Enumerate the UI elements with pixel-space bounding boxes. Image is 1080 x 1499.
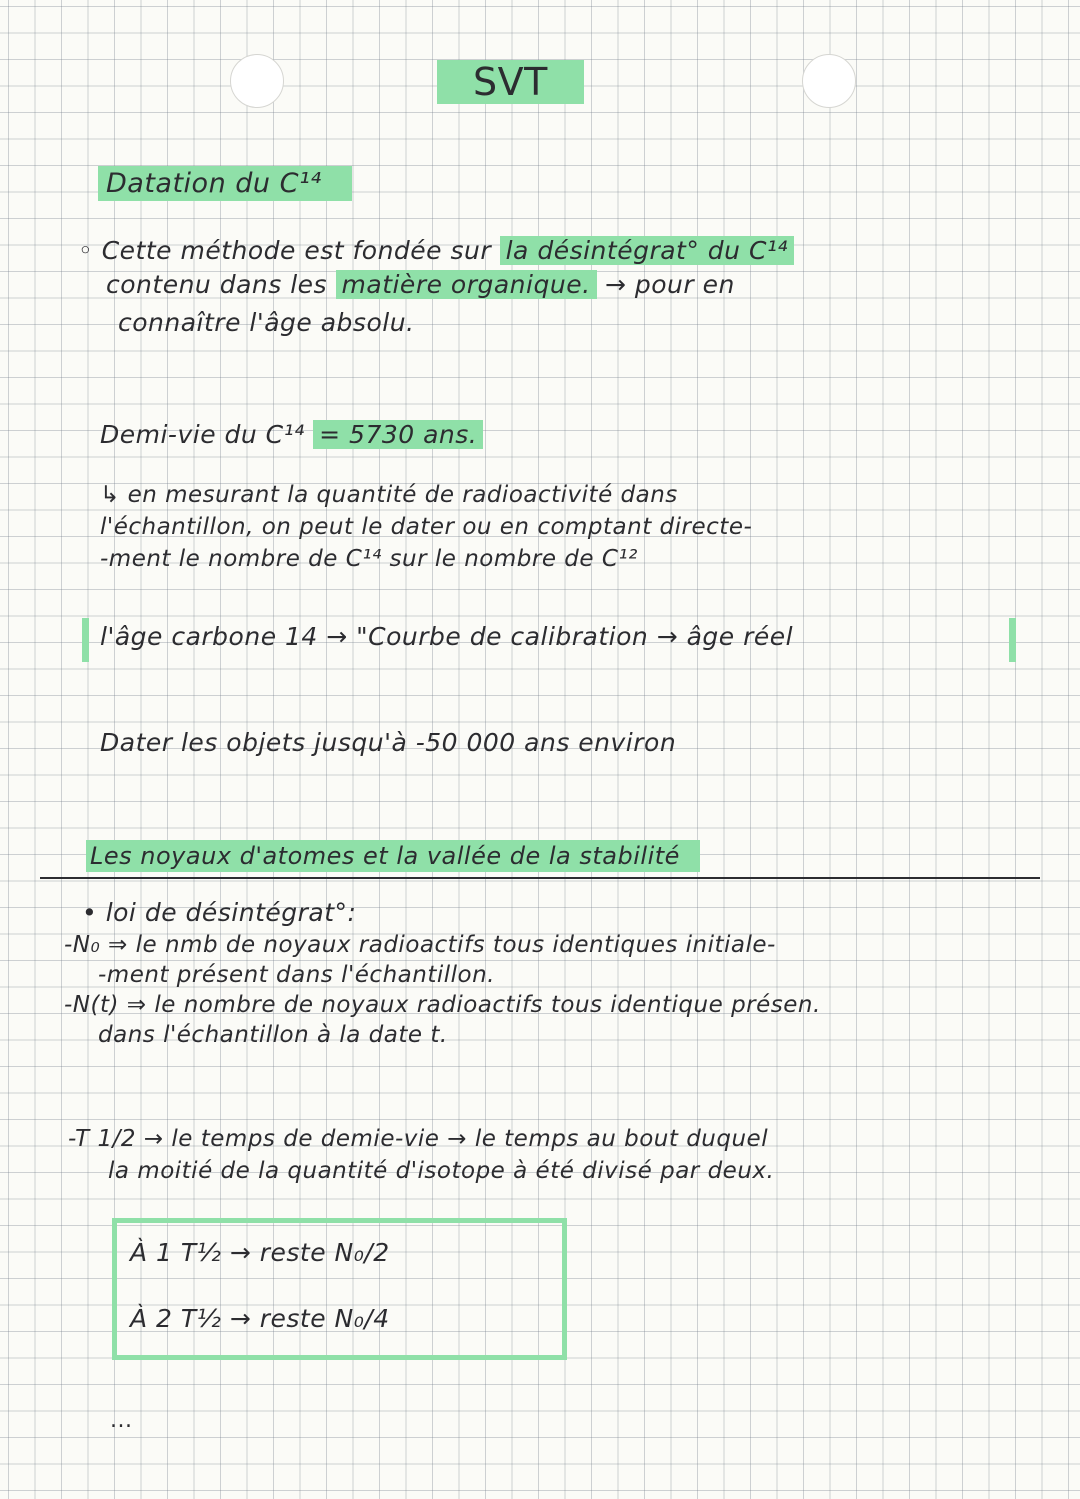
binder-hole-left bbox=[230, 54, 284, 108]
intro-line-3: connaître l'âge absolu. bbox=[118, 308, 415, 337]
continuation-dots: ... bbox=[110, 1408, 133, 1433]
page-title: SVT bbox=[437, 60, 584, 104]
heading-underline bbox=[40, 877, 1040, 879]
measure-line-2: l'échantillon, on peut le dater ou en comptant directe- bbox=[100, 514, 753, 540]
box-line-1: À 1 T½ → reste N₀/2 bbox=[130, 1238, 390, 1267]
n0-line-1: -N₀ ⇒ le nmb de noyaux radioactifs tous identiques initiale- bbox=[64, 932, 776, 958]
half-life-def-line-2: la moitié de la quantité d'isotope à été divisé par deux. bbox=[108, 1158, 775, 1184]
nt-line-2: dans l'échantillon à la date t. bbox=[98, 1022, 448, 1048]
section-heading-noyaux: Les noyaux d'atomes et la vallée de la stabilité bbox=[86, 842, 700, 870]
intro-line-1: ◦ Cette méthode est fondée sur la désintégrat° du C¹⁴ bbox=[78, 236, 794, 265]
intro-line-2: contenu dans les matière organique. → pour en bbox=[106, 270, 735, 299]
dating-range-line: Dater les objets jusqu'à -50 000 ans environ bbox=[100, 728, 677, 757]
measure-line-1: ↳ en mesurant la quantité de radioactivité dans bbox=[100, 482, 678, 508]
box-line-2: À 2 T½ → reste N₀/4 bbox=[130, 1304, 390, 1333]
binder-hole-right bbox=[802, 54, 856, 108]
section-heading-datation: Datation du C¹⁴ bbox=[98, 168, 352, 199]
law-title: • loi de désintégrat°: bbox=[82, 898, 357, 927]
n0-line-2: -ment présent dans l'échantillon. bbox=[98, 962, 495, 988]
half-life-line: Demi-vie du C¹⁴ = 5730 ans. bbox=[100, 420, 483, 449]
calibration-line: l'âge carbone 14 → "Courbe de calibration → âge réel bbox=[100, 622, 794, 651]
measure-line-3: -ment le nombre de C¹⁴ sur le nombre de C¹² bbox=[100, 546, 638, 572]
nt-line-1: -N(t) ⇒ le nombre de noyaux radioactifs tous identique présen. bbox=[64, 992, 821, 1018]
half-life-def-line-1: -T 1/2 → le temps de demie-vie → le temps au bout duquel bbox=[68, 1126, 769, 1152]
